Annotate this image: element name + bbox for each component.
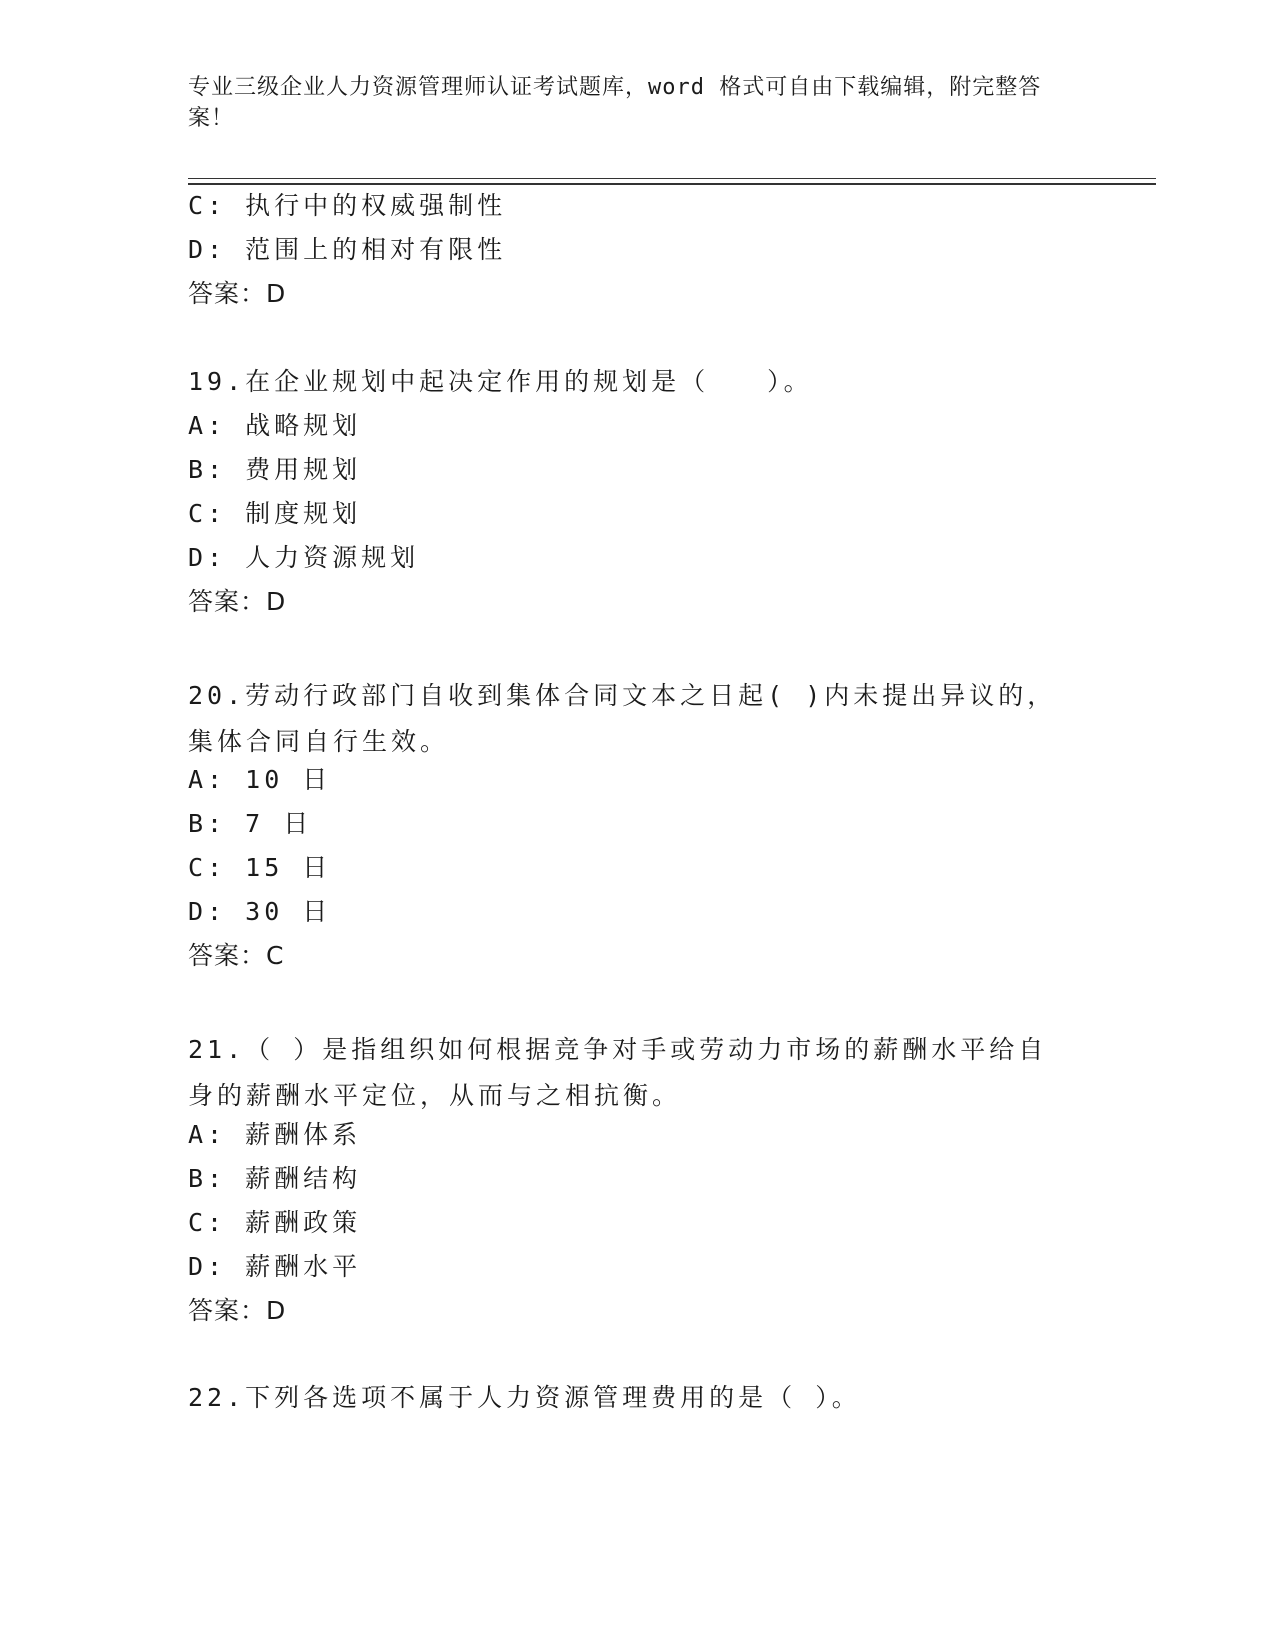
q20-option-d: D: 30 日	[188, 897, 332, 926]
q19-option-b: B: 费用规划	[188, 455, 362, 484]
q22-question: 22.下列各选项不属于人力资源管理费用的是（ ）。	[188, 1383, 861, 1412]
q21-option-c: C: 薪酬政策	[188, 1208, 362, 1237]
q19-option-a: A: 战略规划	[188, 411, 362, 440]
header-divider-thin	[188, 178, 1156, 179]
q18-option-c: C: 执行中的权威强制性	[188, 191, 507, 220]
document-header: 专业三级企业人力资源管理师认证考试题库，word 格式可自由下载编辑，附完整答案！	[188, 75, 1042, 131]
q21-option-a: A: 薪酬体系	[188, 1120, 362, 1149]
q21-question: 21.（ ）是指组织如何根据竞争对手或劳动力市场的薪酬水平给自身的薪酬水平定位，从而与之相抗衡。	[188, 1035, 1048, 1110]
q19-question: 19.在企业规划中起决定作用的规划是（ ）。	[188, 367, 813, 396]
q20-option-b: B: 7 日	[188, 809, 313, 838]
q20-question: 20.劳动行政部门自收到集体合同文本之日起( )内未提出异议的，集体合同自行生效。	[188, 681, 1057, 756]
q18-answer: 答案：D	[188, 279, 287, 308]
header-divider-thick	[188, 183, 1156, 185]
q18-option-d: D: 范围上的相对有限性	[188, 235, 507, 264]
q20-answer: 答案：C	[188, 941, 285, 970]
q21-option-b: B: 薪酬结构	[188, 1164, 362, 1193]
q21-option-d: D: 薪酬水平	[188, 1252, 362, 1281]
q19-option-c: C: 制度规划	[188, 499, 362, 528]
q21-answer: 答案：D	[188, 1296, 287, 1325]
q20-option-a: A: 10 日	[188, 765, 332, 794]
q20-option-c: C: 15 日	[188, 853, 332, 882]
q19-option-d: D: 人力资源规划	[188, 543, 420, 572]
q19-answer: 答案：D	[188, 587, 287, 616]
